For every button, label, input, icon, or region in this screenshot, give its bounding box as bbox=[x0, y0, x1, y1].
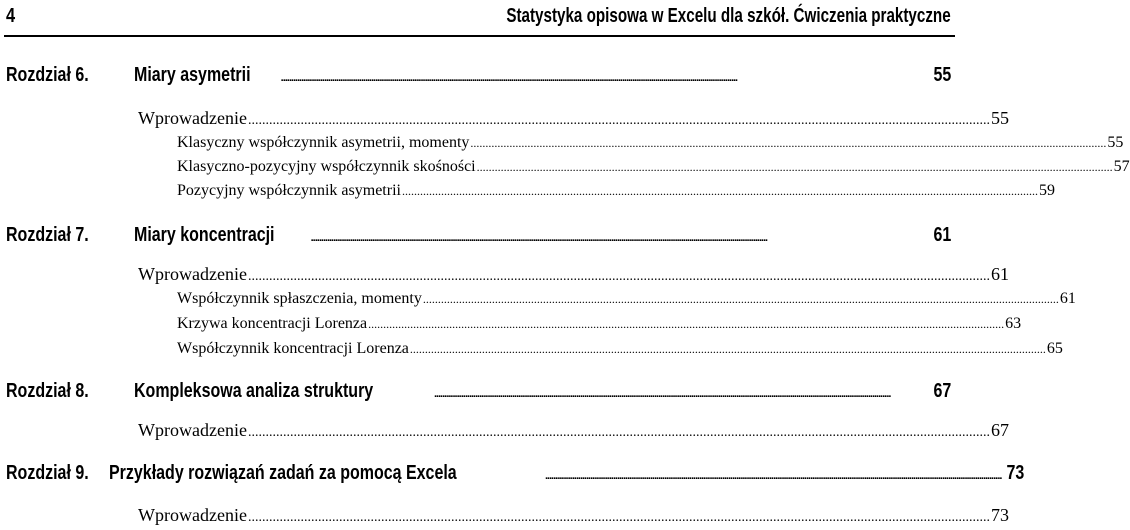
section-title: Wprowadzenie bbox=[138, 505, 247, 525]
chapter-title: Miary asymetrii bbox=[134, 64, 251, 86]
subsection-title: Klasyczny współczynnik asymetrii, momenty bbox=[177, 134, 470, 151]
page-number: 4 bbox=[6, 5, 16, 27]
dot-leader: .............................................................................................................................................................................................................................. bbox=[544, 470, 1002, 482]
section-entry[interactable] bbox=[138, 108, 1009, 132]
dot-leader: .................................................................................................................................................................................................................... bbox=[247, 425, 990, 440]
dot-leader: .................................................................................................................................................................................................................... bbox=[247, 269, 990, 284]
chapter-page: 55 bbox=[933, 64, 951, 86]
subsection-page: 59 bbox=[1038, 182, 1055, 199]
subsection-page: 65 bbox=[1046, 340, 1063, 357]
chapter-title: Przykłady rozwiązań zadań za pomocą Excela bbox=[109, 462, 458, 484]
subsection-title: Krzywa koncentracji Lorenza bbox=[177, 315, 368, 332]
chapter-7-entry[interactable] bbox=[6, 224, 951, 254]
dot-leader: .................................................................................................................................................................................................................... bbox=[476, 160, 1113, 174]
dot-leader: .................................................................................................................................................................................................................... bbox=[470, 136, 1107, 150]
subsection-entry[interactable] bbox=[177, 340, 1063, 362]
header-rule bbox=[4, 35, 955, 37]
page-header bbox=[0, 0, 959, 38]
chapter-8-entry[interactable] bbox=[6, 380, 951, 410]
dot-leader: .................................................................................................................................................................................................................... bbox=[368, 317, 1005, 331]
chapter-page: 73 bbox=[1006, 462, 1025, 484]
section-page: 61 bbox=[990, 264, 1009, 284]
section-title: Wprowadzenie bbox=[138, 108, 247, 128]
section-page: 55 bbox=[990, 108, 1009, 128]
subsection-title: Klasyczno-pozycyjny współczynnik skośności bbox=[177, 158, 476, 175]
subsection-page: 61 bbox=[1059, 290, 1076, 307]
chapter-9-entry[interactable] bbox=[6, 462, 1025, 492]
subsection-title: Współczynnik spłaszczenia, momenty bbox=[177, 290, 422, 307]
section-page: 67 bbox=[990, 420, 1009, 440]
chapter-page: 67 bbox=[933, 380, 951, 402]
dot-leader: .................................................................................................................................................................................................................... bbox=[247, 510, 990, 525]
subsection-entry[interactable] bbox=[177, 315, 1022, 337]
subsection-page: 55 bbox=[1107, 134, 1124, 151]
subsection-entry[interactable] bbox=[177, 290, 1076, 312]
chapter-title: Miary koncentracji bbox=[134, 224, 275, 246]
section-title: Wprowadzenie bbox=[138, 264, 247, 284]
subsection-page: 63 bbox=[1005, 315, 1022, 332]
subsection-title: Pozycyjny współczynnik asymetrii bbox=[177, 182, 401, 199]
subsection-entry[interactable] bbox=[177, 158, 1130, 180]
dot-leader: .............................................................................................................................................................................................................................. bbox=[280, 72, 738, 84]
dot-leader: .................................................................................................................................................................................................................... bbox=[409, 342, 1046, 356]
dot-leader: .............................................................................................................................................................................................................................. bbox=[310, 232, 768, 244]
chapter-label: Rozdział 7. bbox=[6, 224, 89, 246]
chapter-6-entry[interactable] bbox=[6, 64, 951, 94]
book-title: Statystyka opisowa w Excelu dla szkół. Ćwiczenia praktyczne bbox=[506, 5, 951, 27]
chapter-page: 61 bbox=[933, 224, 951, 246]
subsection-title: Współczynnik koncentracji Lorenza bbox=[177, 340, 409, 357]
subsection-page: 57 bbox=[1113, 158, 1130, 175]
section-title: Wprowadzenie bbox=[138, 420, 247, 440]
chapter-label: Rozdział 6. bbox=[6, 64, 89, 86]
dot-leader: .............................................................................................................................................................................................................................. bbox=[433, 388, 891, 400]
chapter-title: Kompleksowa analiza struktury bbox=[134, 380, 374, 402]
subsection-entry[interactable] bbox=[177, 182, 1055, 204]
dot-leader: .................................................................................................................................................................................................................... bbox=[401, 184, 1038, 198]
chapter-label: Rozdział 9. bbox=[6, 462, 89, 484]
section-entry[interactable] bbox=[138, 420, 1009, 444]
chapter-label: Rozdział 8. bbox=[6, 380, 89, 402]
dot-leader: .................................................................................................................................................................................................................... bbox=[247, 113, 990, 128]
section-page: 73 bbox=[990, 505, 1009, 525]
dot-leader: .................................................................................................................................................................................................................... bbox=[422, 292, 1059, 306]
section-entry[interactable] bbox=[138, 264, 1009, 288]
section-entry[interactable] bbox=[138, 505, 1009, 529]
subsection-entry[interactable] bbox=[177, 134, 1124, 156]
